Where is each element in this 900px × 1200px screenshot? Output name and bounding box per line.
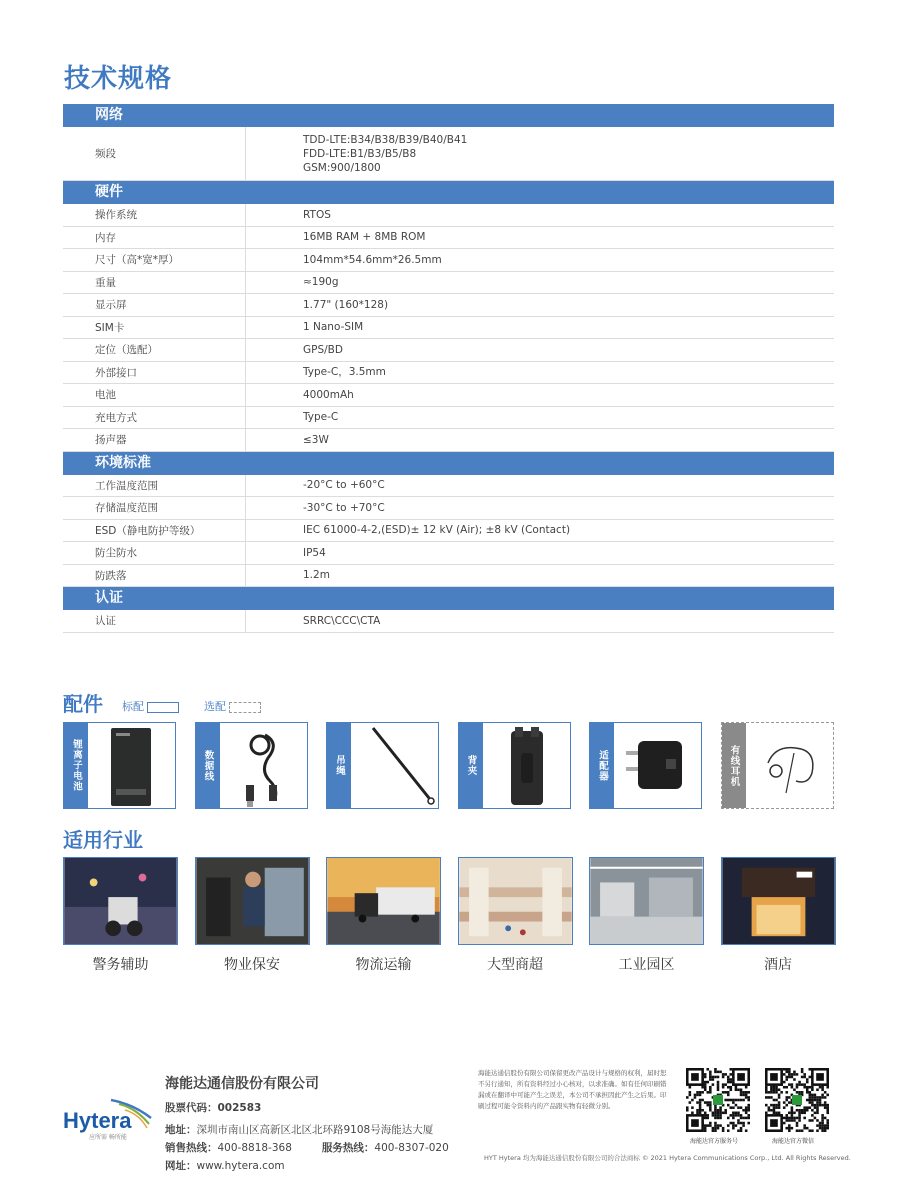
spec-row — [63, 339, 834, 362]
industry-label: 工业园区 — [618, 957, 675, 973]
spec-key: 外部接口 — [63, 362, 246, 384]
spec-key: 认证 — [63, 610, 246, 632]
qr-caption-wechat: 海能达官方微信 — [772, 1138, 815, 1145]
accessory-label: 数据线 — [196, 723, 220, 808]
page-title: 技术规格 — [64, 64, 173, 94]
spec-key: 防跌落 — [63, 565, 246, 587]
cable-icon — [220, 723, 308, 810]
spec-value: ≤3W — [303, 433, 329, 446]
spec-row — [63, 475, 834, 498]
footer — [0, 1060, 900, 1200]
industry-card — [326, 857, 441, 974]
industry-label: 物流运输 — [355, 957, 412, 973]
spec-value: 1.77" (160*128) — [303, 298, 389, 311]
spec-value: RTOS — [303, 208, 331, 221]
spec-row — [63, 294, 834, 317]
spec-key: 定位（选配） — [63, 339, 246, 361]
industry-card — [721, 857, 836, 974]
accessory-card — [195, 722, 308, 809]
spec-row — [63, 497, 834, 520]
clip-icon — [483, 723, 571, 810]
accessory-label: 背夹 — [459, 723, 483, 808]
copyright: HYT Hytera 均为海能达通信股份有限公司的合法商标 © 2021 Hytera Communications Corp., Ltd. All Rights Reserved. — [484, 1154, 851, 1162]
spec-value: Type-C，3.5mm — [303, 366, 386, 379]
qr-code-wechat-icon[interactable] — [765, 1068, 829, 1132]
spec-value: Type-C — [303, 411, 339, 424]
spec-value: IEC 61000-4-2,(ESD)± 12 kV (Air); ±8 kV (Contact) — [303, 524, 571, 537]
website-line[interactable]: 网址：www.hytera.com — [165, 1160, 285, 1172]
industry-photo — [195, 857, 310, 945]
industry-label: 警务辅助 — [92, 957, 149, 973]
spec-value: 16MB RAM + 8MB ROM — [303, 231, 426, 244]
adapter-icon — [614, 723, 702, 810]
legend-optional: 选配 — [204, 698, 261, 714]
spec-row — [63, 565, 834, 588]
legend-standard: 标配 — [122, 698, 179, 714]
disclaimer: 海能达通信股份有限公司保留更改产品设计与规格的权利，届时恕不另行通知，所有资料经过小心核对，以求准确。如有任何印刷错漏或在翻译中可能产生之误差，本公司不承担因此产生之后果。印刷过程可能令资料内的产品跟实物有轻微分别。 — [478, 1069, 667, 1110]
spec-row — [63, 542, 834, 565]
spec-value: 4000mAh — [303, 388, 354, 401]
accessory-card — [458, 722, 571, 809]
industry-photo — [63, 857, 178, 945]
spec-row — [63, 362, 834, 385]
spec-value: 104mm*54.6mm*26.5mm — [303, 253, 442, 266]
address-line: 地址：深圳市南山区高新区北区北环路9108号海能达大厦 — [165, 1124, 434, 1136]
spec-row — [63, 407, 834, 430]
spec-key: SIM卡 — [63, 317, 246, 339]
battery-icon — [88, 723, 176, 810]
industry-card — [195, 857, 310, 974]
spec-row — [63, 127, 834, 181]
section-header: 硬件 — [63, 181, 834, 204]
industry-card — [589, 857, 704, 974]
industry-label: 物业保安 — [224, 957, 280, 973]
section-header: 环境标准 — [63, 452, 834, 475]
industry-photo — [458, 857, 573, 945]
spec-row — [63, 520, 834, 543]
industry-card — [63, 857, 178, 974]
accessories-row — [63, 722, 837, 811]
spec-value: 1.2m — [303, 569, 330, 582]
spec-row — [63, 204, 834, 227]
spec-key: 防尘防水 — [63, 542, 246, 564]
section-header: 网络 — [63, 104, 834, 127]
spec-key: 尺寸（高*宽*厚） — [63, 249, 246, 271]
spec-row — [63, 610, 834, 633]
spec-value: 1 Nano-SIM — [303, 321, 364, 334]
industries-title: 适用行业 — [63, 828, 143, 852]
spec-key: 工作温度范围 — [63, 475, 246, 497]
accessory-card — [721, 722, 834, 809]
industry-label: 酒店 — [764, 957, 792, 973]
spec-table — [63, 104, 834, 633]
accessory-label: 适配器 — [590, 723, 614, 808]
spec-value: TDD-LTE:B34/B38/B39/B40/B41 FDD-LTE:B1/B3/B5/B8 GSM:900/1800 — [303, 133, 468, 174]
spec-key: 重量 — [63, 272, 246, 294]
accessory-card — [589, 722, 702, 809]
qr-code-service-icon[interactable] — [686, 1068, 750, 1132]
spec-key: ESD（静电防护等级） — [63, 520, 246, 542]
industry-photo — [326, 857, 441, 945]
hotline-line: 销售热线：400-8818-368 服务热线：400-8307-020 — [165, 1142, 449, 1154]
industry-label: 大型商超 — [487, 957, 543, 973]
spec-key: 存储温度范围 — [63, 497, 246, 519]
brand-slogan: 应所需 畅所能 — [89, 1134, 127, 1141]
spec-key: 频段 — [63, 127, 246, 180]
company-name: 海能达通信股份有限公司 — [165, 1076, 319, 1092]
industry-photo — [589, 857, 704, 945]
earphone-icon — [746, 723, 834, 810]
qr-caption-service: 海能达官方服务号 — [690, 1138, 739, 1145]
spec-value: GPS/BD — [303, 343, 343, 356]
spec-value: SRRC\CCC\CTA — [303, 614, 381, 627]
spec-row — [63, 249, 834, 272]
spec-key: 操作系统 — [63, 204, 246, 226]
spec-key: 内存 — [63, 227, 246, 249]
spec-row — [63, 429, 834, 452]
section-header: 认证 — [63, 587, 834, 610]
spec-value: IP54 — [303, 546, 326, 559]
brand-wordmark: Hytera — [63, 1108, 132, 1133]
stock-line: 股票代码：002583 — [165, 1102, 262, 1114]
spec-row — [63, 272, 834, 295]
spec-value: -30°C to +70°C — [303, 501, 385, 514]
accessory-label: 锂离子电池 — [64, 723, 88, 808]
spec-row — [63, 227, 834, 250]
spec-key: 扬声器 — [63, 429, 246, 451]
spec-key: 充电方式 — [63, 407, 246, 429]
accessory-card — [63, 722, 176, 809]
spec-row — [63, 317, 834, 340]
accessories-title: 配件 — [63, 692, 103, 716]
lanyard-icon — [351, 723, 439, 810]
accessory-label: 吊绳 — [327, 723, 351, 808]
industry-photo — [721, 857, 836, 945]
industry-card — [458, 857, 573, 974]
accessory-label: 有线耳机 — [722, 723, 746, 808]
accessory-card — [326, 722, 439, 809]
hytera-logo — [63, 1098, 158, 1147]
spec-value: ≈190g — [303, 276, 339, 289]
spec-row — [63, 384, 834, 407]
spec-key: 电池 — [63, 384, 246, 406]
spec-value: -20°C to +60°C — [303, 479, 385, 492]
spec-key: 显示屏 — [63, 294, 246, 316]
